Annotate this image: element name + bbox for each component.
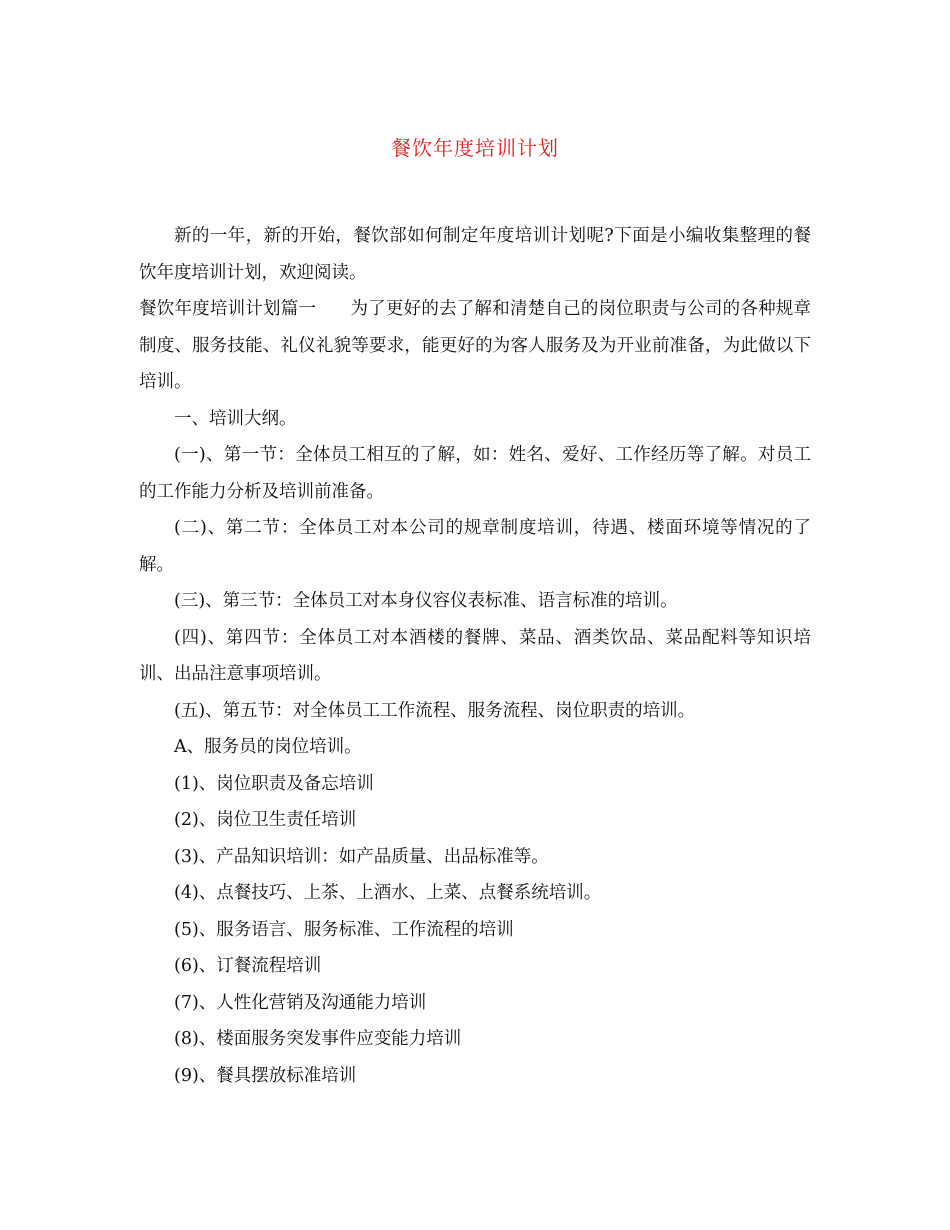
training-item-3: (3)、产品知识培训：如产品质量、出品标准等。: [174, 846, 549, 867]
section-item-1: (一)、第一节：全体员工相互的了解，如：姓名、爱好、工作经历等了解。对员工的工作能力分析及培训前准备。: [139, 445, 811, 502]
intro-paragraph: 新的一年，新的开始，餐饮部如何制定年度培训计划呢?下面是小编收集整理的餐饮年度培训计划，欢迎阅读。: [139, 226, 811, 283]
outline-heading: 一、培训大纲。: [174, 408, 297, 429]
training-item-6: (6)、订餐流程培训: [174, 956, 322, 976]
section-item-3: (三)、第三节：全体员工对本身仪容仪表标准、语言标准的培训。: [174, 591, 678, 611]
section-text: 为了更好的去了解和清楚自己的岗位职责与公司的各种规章制度、服务技能、礼仪礼貌等要求，能更好的为客人服务及为开业前准备，为此做以下培训。: [139, 299, 812, 392]
training-item-1: (1)、岗位职责及备忘培训: [174, 773, 374, 794]
training-item-5: (5)、服务语言、服务标准、工作流程的培训: [174, 919, 514, 940]
training-item-4: (4)、点餐技巧、上茶、上酒水、上菜、点餐系统培训。: [174, 883, 602, 903]
section-item-5: (五)、第五节：对全体员工工作流程、服务流程、岗位职责的培训。: [174, 700, 696, 721]
training-item-8: (8)、楼面服务突发事件应变能力培训: [174, 1029, 462, 1049]
document-title: 餐饮年度培训计划: [391, 136, 559, 160]
training-item-2: (2)、岗位卫生责任培训: [174, 810, 357, 830]
training-item-9: (9)、餐具摆放标准培训: [174, 1065, 357, 1086]
section-paragraph: [139, 291, 811, 401]
sub-heading: A、服务员的岗位培训。: [174, 737, 362, 757]
section-item-2: (二)、第二节：全体员工对本公司的规章制度培训，待遇、楼面环境等情况的了解。: [139, 518, 811, 575]
section-item-4: (四)、第四节：全体员工对本酒楼的餐牌、菜品、酒类饮品、菜品配料等知识培训、出品注意事项培训。: [139, 627, 811, 684]
training-item-7: (7)、人性化营销及沟通能力培训: [174, 992, 427, 1013]
document-body: [139, 218, 811, 1094]
section-label: 餐饮年度培训计划篇一: [139, 299, 317, 319]
